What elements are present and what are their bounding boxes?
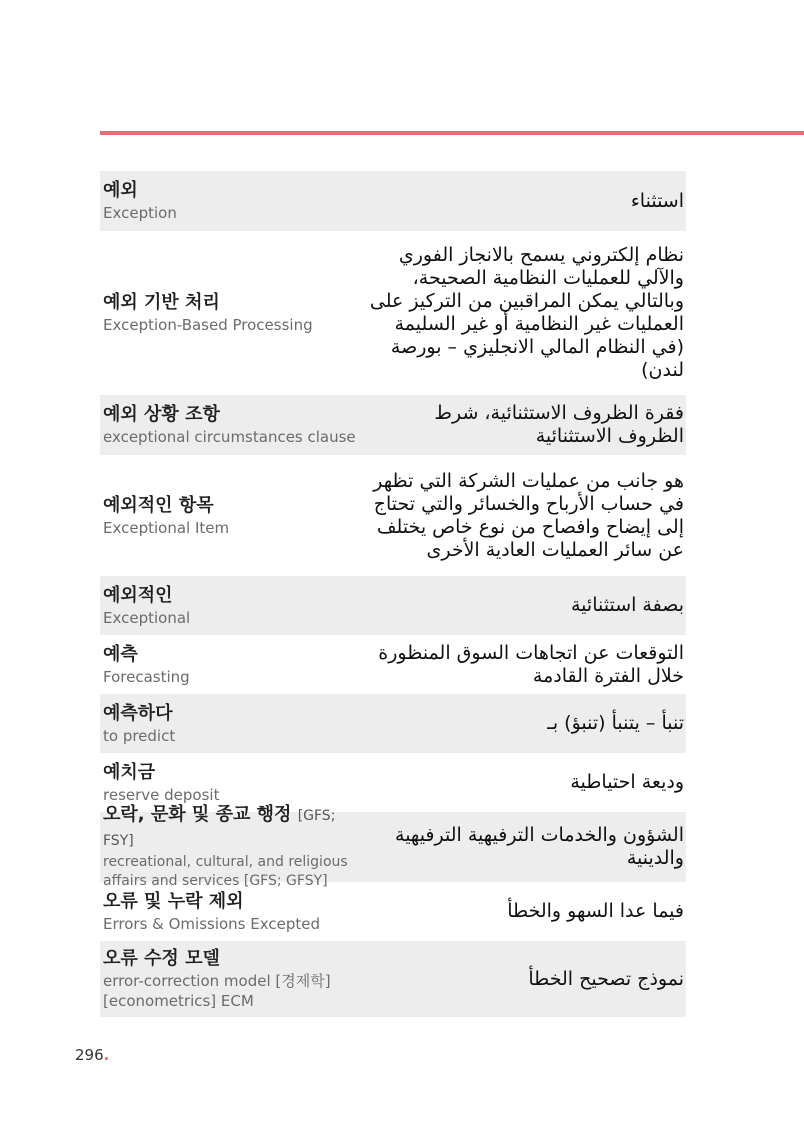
english-term: Exceptional [103, 608, 191, 627]
entry-terms [103, 803, 358, 891]
english-term: Errors & Omissions Excepted [103, 914, 320, 933]
english-term: Exception [103, 204, 177, 222]
korean-term: 오류 및 누락 제외 [103, 890, 244, 912]
glossary-entry [100, 576, 686, 635]
korean-term: 예측하다 [103, 702, 173, 724]
glossary-entry [100, 231, 686, 395]
english-term: Forecasting [103, 667, 190, 686]
english-term: Exception-Based Processing [103, 316, 313, 334]
arabic-term: استثناء [630, 189, 684, 212]
arabic-term: فقرة الظروف الاستثنائية، شرط الظروف الاستثنائية [434, 402, 684, 447]
glossary-entry [100, 804, 686, 889]
entry-terms [103, 584, 358, 628]
korean-term-text: 오락, 문화 및 종교 행정 [103, 804, 292, 825]
arabic-term: نظام إلكتروني يسمح بالانجاز الفوري والآلي للعمليات النظامية الصحيحة، وبالتالي يمكن المراقبين من التركيز على العمليات غير النظامية أو غير السليمة (في النظام المالي الانجليزي – بورصة لندن) [369, 244, 684, 381]
entry-terms [103, 403, 358, 447]
glossary-entry [100, 455, 686, 576]
page-number-dot: . [103, 1046, 110, 1064]
source-tag: [GFS; FSY] [103, 808, 336, 849]
korean-term: 오류 수정 모델 [103, 948, 220, 969]
korean-term: 예외 기반 처리 [103, 292, 220, 313]
entry-terms [103, 643, 358, 687]
glossary-entry [100, 171, 686, 231]
entry-terms [103, 702, 358, 746]
glossary-entry [100, 395, 686, 455]
glossary-table [100, 171, 686, 1017]
english-term: to predict [103, 726, 176, 745]
glossary-entry [100, 694, 686, 753]
arabic-term: بصفة استثنائية [571, 594, 684, 616]
korean-term: 예치금 [103, 761, 156, 783]
arabic-term: نموذج تصحيح الخطأ [528, 967, 684, 990]
arabic-term: هو جانب من عمليات الشركة التي تظهر في حساب الأرباح والخسائر والتي تحتاج إلى إيضاح وافصاح من نوع خاص يختلف عن سائر العمليات العادية الأخرى [373, 469, 684, 561]
glossary-entry [100, 882, 686, 941]
korean-term: 예외 [103, 180, 138, 201]
arabic-term: تنبأ – يتنبأ (تنبؤ) بـ [547, 712, 684, 734]
glossary-entry [100, 635, 686, 694]
korean-term [103, 803, 358, 853]
arabic-term: التوقعات عن اتجاهات السوق المنظورة خلال الفترة القادمة [378, 641, 684, 687]
entry-terms [103, 761, 358, 805]
entry-terms [103, 947, 358, 1011]
english-term: recreational, cultural, and religious affairs and services [GFS; GFSY] [103, 854, 348, 889]
header-accent-rule [100, 131, 804, 135]
page-number [75, 1046, 109, 1064]
entry-terms [103, 890, 358, 934]
korean-term: 예외적인 [103, 584, 173, 606]
page-number-text: 296 [75, 1046, 104, 1064]
arabic-term: وديعة احتياطية [570, 771, 684, 793]
korean-term: 예외 상황 조항 [103, 404, 220, 425]
entry-terms [103, 291, 358, 335]
korean-term: 예외적인 항목 [103, 494, 214, 516]
arabic-term: فيما عدا السهو والخطأ [507, 900, 684, 922]
arabic-term: الشؤون والخدمات الترفيهية الترفيهية والدينية [395, 824, 684, 869]
english-term: reserve deposit [103, 785, 220, 804]
english-term: error-correction model [경제학] [econometrics] ECM [103, 972, 331, 1010]
english-term: Exceptional Item [103, 518, 230, 537]
korean-term: 예측 [103, 643, 138, 665]
english-term: exceptional circumstances clause [103, 428, 356, 446]
entry-terms [103, 179, 358, 223]
glossary-entry [100, 941, 686, 1017]
entry-terms [103, 494, 358, 538]
